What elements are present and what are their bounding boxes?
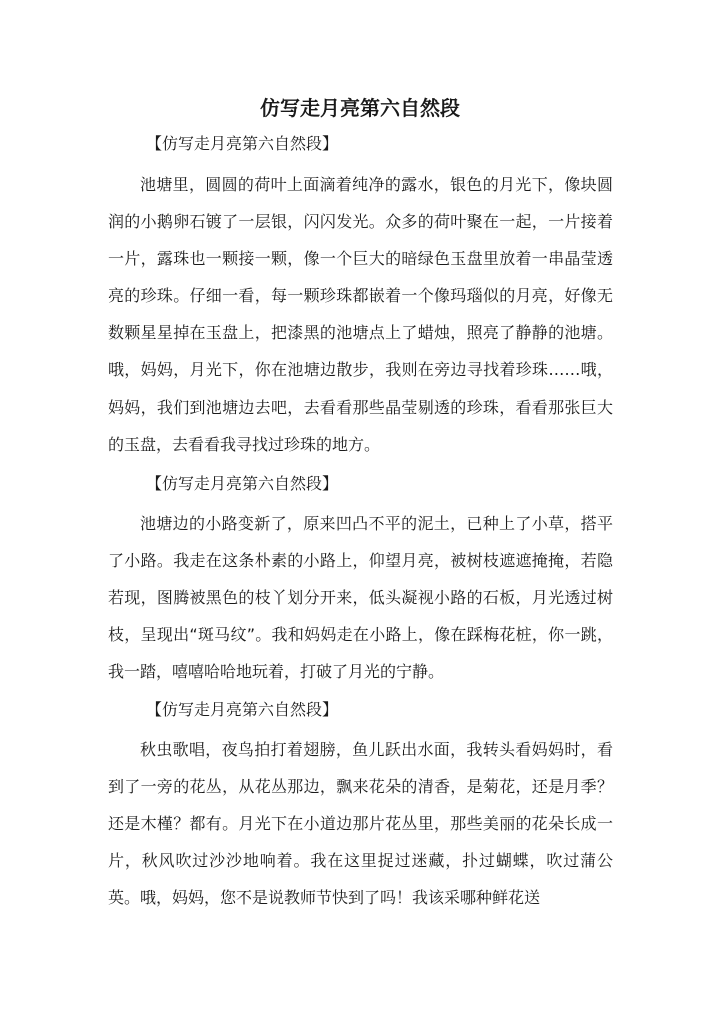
- section-heading-3: 【仿写走月亮第六自然段】: [146, 700, 339, 719]
- section-paragraph-2: 池塘边的小路变新了，原来凹凸不平的泥土，已种上了小草，搭平了小路。我走在这条朴素的小路上，仰望月亮，被树枝遮遮掩掩，若隐若现，图腾被黑色的枝丫划分开来，低头凝视小路的石板，月光透过树枝，呈现出“斑马纹”。我和妈妈走在小路上，像在踩梅花桩，你一跳，我一踏，嘻嘻哈哈地玩着，打破了月光的宁静。: [108, 514, 613, 682]
- document-title: 仿写走月亮第六自然段: [260, 96, 460, 120]
- section-paragraph-1: 池塘里，圆圆的荷叶上面滴着纯净的露水，银色的月光下，像块圆润的小鹅卵石镀了一层银，闪闪发光。众多的荷叶聚在一起，一片接着一片，露珠也一颗接一颗，像一个巨大的暗绿色玉盘里放着一串晶莹透亮的珍珠。仔细一看，每一颗珍珠都嵌着一个像玛瑙似的月亮，好像无数颗星星掉在玉盘上，把漆黑的池塘点上了蜡烛，照亮了静静的池塘。哦，妈妈，月光下，你在池塘边散步，我则在旁边寻找着珍珠……哦，妈妈，我们到池塘边去吧，去看看那些晶莹剔透的珍珠，看看那张巨大的玉盘，去看看我寻找过珍珠的地方。: [108, 175, 613, 454]
- section-paragraph-3: 秋虫歌唱，夜鸟拍打着翅膀，鱼儿跃出水面，我转头看妈妈时，看到了一旁的花丛，从花丛那边，飘来花朵的清香，是菊花，还是月季？还是木槿？都有。月光下在小道边那片花丛里，那些美丽的花朵长成一片，秋风吹过沙沙地响着。我在这里捉过迷藏，扑过蝴蝶，吹过蒲公英。哦，妈妈，您不是说教师节快到了吗！我该采哪种鲜花送: [108, 740, 613, 908]
- section-heading-2: 【仿写走月亮第六自然段】: [146, 474, 339, 493]
- section-heading-1: 【仿写走月亮第六自然段】: [146, 134, 339, 153]
